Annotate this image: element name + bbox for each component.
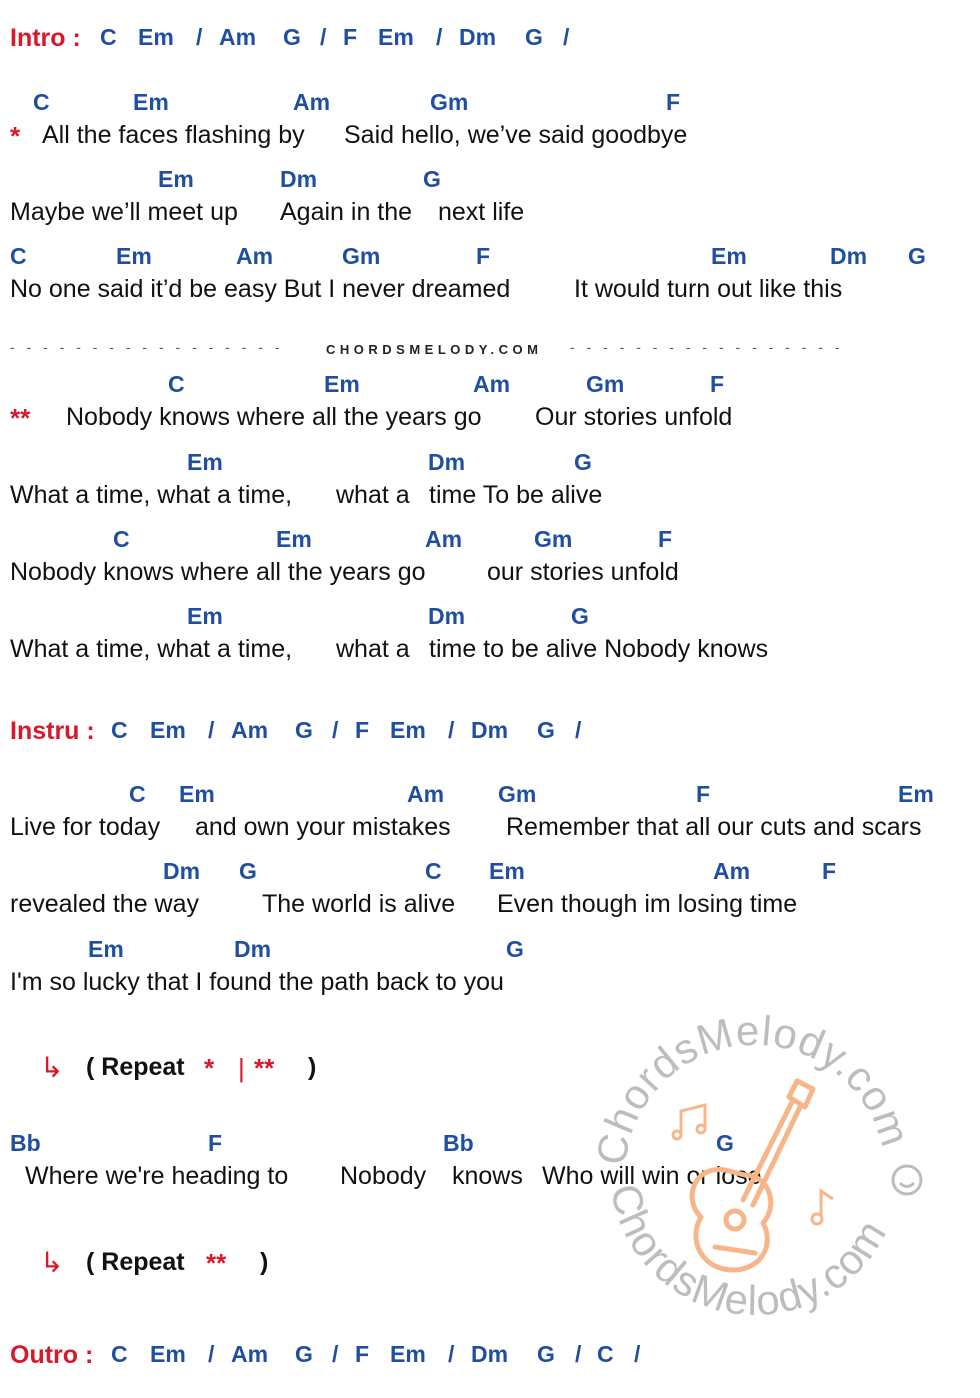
- chord-separator: /: [196, 24, 203, 50]
- repeat-marker-chorus: **: [206, 1248, 227, 1278]
- lyric: Maybe we’ll meet up: [10, 198, 238, 226]
- chord: F: [666, 89, 681, 115]
- chord: F: [710, 371, 725, 397]
- repeat-close: ): [308, 1053, 317, 1081]
- chord: Em: [390, 717, 426, 743]
- bridge-lyrics-1: [0, 813, 980, 853]
- lyric: I'm so lucky that I found the path back to you: [10, 968, 504, 996]
- chord: G: [295, 717, 313, 743]
- chord: Am: [407, 781, 445, 807]
- music-note-icon: [812, 1191, 833, 1224]
- lyric: our stories unfold: [487, 558, 679, 586]
- chord: G: [716, 1130, 734, 1156]
- divider-dashes-left: - - - - - - - - - - - - - - - - -: [10, 339, 284, 355]
- chord: Am: [293, 89, 331, 115]
- chord: Dm: [471, 717, 509, 743]
- chord: C: [33, 89, 50, 115]
- chord: Am: [713, 858, 751, 884]
- chord: F: [476, 243, 491, 269]
- lyric: Again in the: [280, 198, 413, 226]
- chord: Em: [390, 1341, 426, 1367]
- chord: Em: [324, 371, 360, 397]
- lyric: All the faces flashing by: [42, 121, 305, 149]
- chord-separator: /: [332, 1341, 339, 1367]
- lyric: and own your mistakes: [195, 813, 451, 841]
- watermark-text-top: ChordsMelody.com: [586, 1006, 920, 1169]
- lyric: revealed the way: [10, 890, 200, 918]
- chordsmelody-watermark: [575, 995, 935, 1355]
- chord: Gm: [430, 89, 469, 115]
- chord: Em: [711, 243, 747, 269]
- chord-separator: /: [208, 717, 215, 743]
- chord: Am: [231, 717, 269, 743]
- repeat-marker-chorus: **: [254, 1053, 275, 1083]
- lyric: Even though im losing time: [497, 890, 798, 918]
- lyric: Who will win or lose: [542, 1162, 762, 1190]
- chord: Em: [179, 781, 215, 807]
- chord: Dm: [163, 858, 201, 884]
- lyric: Remember that all our cuts and scars: [506, 813, 922, 841]
- chord: Am: [236, 243, 274, 269]
- chord-separator: /: [448, 717, 455, 743]
- chord: Dm: [830, 243, 868, 269]
- lyric: time to be alive Nobody knows: [429, 635, 769, 663]
- chord: G: [239, 858, 257, 884]
- chord: C: [129, 781, 146, 807]
- chord: Em: [133, 89, 169, 115]
- lyric: what a: [336, 481, 410, 509]
- chord: Am: [231, 1341, 269, 1367]
- chord: G: [908, 243, 926, 269]
- chord: C: [111, 717, 128, 743]
- chord: G: [423, 166, 441, 192]
- lyric: knows: [452, 1162, 523, 1190]
- verse-marker: *: [10, 121, 21, 151]
- chord-separator: /: [575, 717, 582, 743]
- chord: F: [208, 1130, 223, 1156]
- chord: F: [822, 858, 837, 884]
- smile-icon: [893, 1166, 921, 1194]
- watermark-text-bottom: ChordsMelody.com: [601, 1179, 896, 1325]
- chord: Em: [378, 24, 414, 50]
- bridge-lyrics-2: [0, 890, 980, 930]
- chord-separator: /: [332, 717, 339, 743]
- chord-separator: /: [320, 24, 327, 50]
- chord-separator: /: [634, 1341, 641, 1367]
- return-arrow-icon: ↳: [40, 1052, 64, 1083]
- divider-dashes-right: - - - - - - - - - - - - - - - - -: [570, 339, 844, 355]
- chord: G: [506, 936, 524, 962]
- chord: Em: [187, 449, 223, 475]
- outro-label: Outro :: [10, 1341, 94, 1369]
- chorus-lyrics-2: [0, 481, 980, 521]
- chord-separator: /: [436, 24, 443, 50]
- lyric: What a time, what a time,: [10, 635, 293, 663]
- chord: G: [571, 603, 589, 629]
- lyric: next life: [438, 198, 525, 226]
- chord: G: [525, 24, 543, 50]
- chord: G: [574, 449, 592, 475]
- chord: C: [597, 1341, 614, 1367]
- lyric: Nobody: [340, 1162, 427, 1190]
- chorus-lyrics-1: [0, 403, 980, 443]
- chord: Em: [138, 24, 174, 50]
- chorus-marker: **: [10, 403, 31, 433]
- chord-separator: /: [575, 1341, 582, 1367]
- chord: Am: [473, 371, 511, 397]
- chord: Gm: [586, 371, 625, 397]
- chord: Gm: [498, 781, 537, 807]
- guitar-icon: [692, 1081, 813, 1270]
- chord: Em: [898, 781, 934, 807]
- chord: Dm: [234, 936, 272, 962]
- chord: G: [283, 24, 301, 50]
- chord: Dm: [428, 603, 466, 629]
- repeat-marker-verse: *: [204, 1053, 215, 1083]
- chord: Dm: [471, 1341, 509, 1367]
- instru-label: Instru :: [10, 717, 95, 745]
- lyric: The world is alive: [262, 890, 456, 918]
- lyric: Nobody knows where all the years go: [10, 558, 426, 586]
- chord: Em: [150, 1341, 186, 1367]
- chord: F: [658, 526, 673, 552]
- chord: Am: [219, 24, 257, 50]
- lyric: Said hello, we’ve said goodbye: [344, 121, 688, 149]
- repeat-open: ( Repeat: [86, 1248, 185, 1276]
- chord: C: [111, 1341, 128, 1367]
- lyric: No one said it’d be easy But I never dreamed: [10, 275, 511, 303]
- lyric: Where we're heading to: [25, 1162, 289, 1190]
- chord: C: [100, 24, 117, 50]
- chord: G: [537, 1341, 555, 1367]
- intro-label: Intro :: [10, 24, 81, 52]
- divider-site-label: CHORDSMELODY.COM: [326, 342, 543, 357]
- lyric: what a: [336, 635, 410, 663]
- lyric: Live for today: [10, 813, 161, 841]
- music-note-icon: [673, 1105, 705, 1139]
- lyric: It would turn out like this: [574, 275, 843, 303]
- lyric: Our stories unfold: [535, 403, 733, 431]
- lyric: What a time, what a time,: [10, 481, 293, 509]
- chord: Dm: [459, 24, 497, 50]
- chord-separator: /: [448, 1341, 455, 1367]
- chorus-lyrics-4: [0, 635, 980, 675]
- chord: F: [355, 1341, 370, 1367]
- chord: Dm: [280, 166, 318, 192]
- repeat-pipe: |: [238, 1053, 245, 1083]
- verse-lyrics-3: [0, 275, 980, 315]
- chord: Dm: [428, 449, 466, 475]
- intro-line: [0, 24, 980, 64]
- chorus-lyrics-3: [0, 558, 980, 598]
- chord-separator: /: [208, 1341, 215, 1367]
- lyric: Nobody knows where all the years go: [66, 403, 482, 431]
- chord: Gm: [534, 526, 573, 552]
- chord: F: [343, 24, 358, 50]
- chord: G: [295, 1341, 313, 1367]
- verse-lyrics-1: [0, 121, 980, 161]
- chord: C: [425, 858, 442, 884]
- chord: F: [696, 781, 711, 807]
- chord: G: [537, 717, 555, 743]
- chord: Am: [425, 526, 463, 552]
- chord: C: [113, 526, 130, 552]
- chord-separator: /: [563, 24, 570, 50]
- chord: Em: [276, 526, 312, 552]
- chord: Em: [187, 603, 223, 629]
- repeat-close: ): [260, 1248, 269, 1276]
- chord: Em: [116, 243, 152, 269]
- chord: Bb: [443, 1130, 474, 1156]
- chord: Gm: [342, 243, 381, 269]
- repeat-open: ( Repeat: [86, 1053, 185, 1081]
- return-arrow-icon: ↳: [40, 1247, 64, 1278]
- lyric: time To be alive: [429, 481, 603, 509]
- chord: C: [10, 243, 27, 269]
- chord: C: [168, 371, 185, 397]
- chord: Em: [158, 166, 194, 192]
- chord: Em: [88, 936, 124, 962]
- instru-line: [0, 717, 980, 757]
- verse-lyrics-2: [0, 198, 980, 238]
- chord: Bb: [10, 1130, 41, 1156]
- chord: Em: [489, 858, 525, 884]
- chord: Em: [150, 717, 186, 743]
- chord: F: [355, 717, 370, 743]
